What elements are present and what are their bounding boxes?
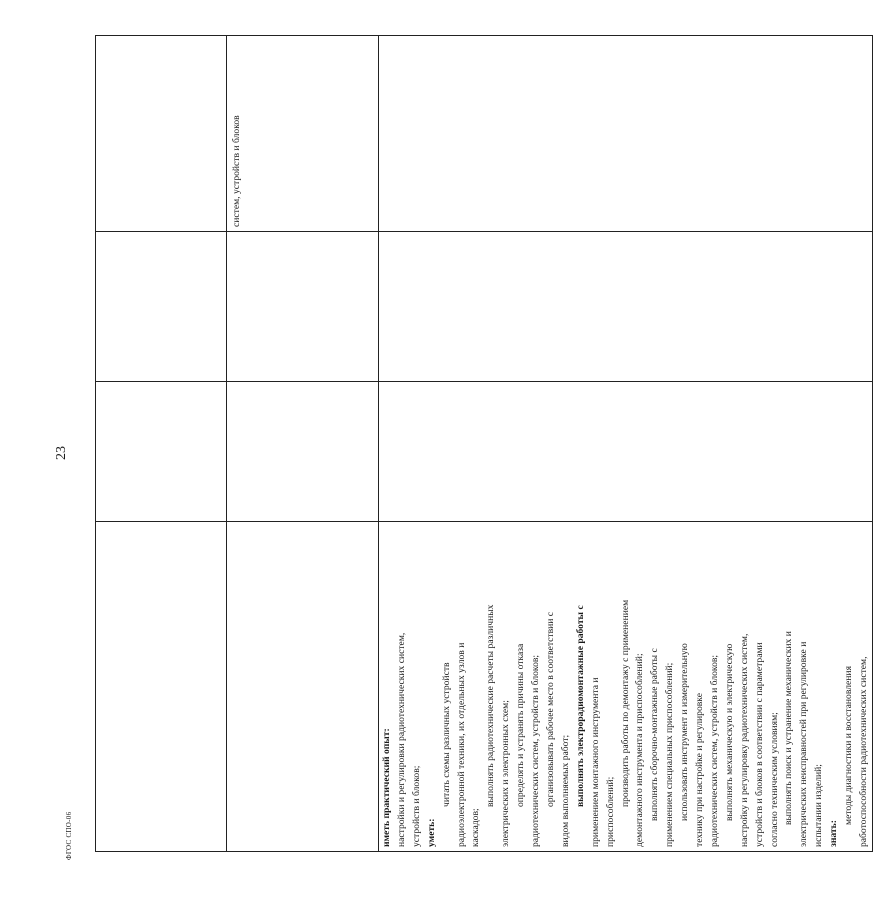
table-cell [379,382,873,522]
skill-line: технику при настройке и регулировке [694,693,706,847]
table-row [379,36,873,852]
footer-code: ФГОС СПО-06 [65,811,73,860]
skill-line: радиотехнических систем, устройств и блоков; [708,654,720,847]
table-cell [227,522,379,852]
skill-line: использовать инструмент и измерительную [679,643,691,821]
table-cell [96,232,227,382]
skill-line: электрических и электронных схем; [500,700,512,847]
competency-text: систем, устройств и блоков [231,115,242,227]
skill-line: настройки и регулировки радиотехнических систем, [395,632,407,847]
skill-line: применением специальных приспособлений; [664,662,676,847]
skills-cell [379,522,873,852]
skill-line: уметь: [425,818,437,847]
table-cell [227,232,379,382]
skill-line: радиоэлектронной техники, их отдельных узлов и [455,642,467,847]
skill-line: выполнять электрорадиомонтажные работы с [574,605,586,807]
skill-line: согласно техническим условиям; [768,712,780,847]
table-cell [379,36,873,232]
skill-line: знать: [828,820,840,847]
skill-line: определять и устранять причины отказа [515,643,527,807]
skill-line: устройств и блоков; [410,765,422,847]
table-cell [227,382,379,522]
skill-line: настройку и регулировку радиотехнических систем, [738,633,750,847]
skill-line: методы диагностики и восстановления [843,666,855,825]
table-cell [379,232,873,382]
table-row [227,36,379,852]
competency-cell [227,36,379,232]
skill-line: производить работы по демонтажу с применением [619,599,631,807]
skill-line: выполнять поиск и устранение механических и [783,631,795,825]
skill-line: выполнять радиотехнические расчеты различных [485,604,497,807]
skill-line: каскадов; [470,808,482,847]
skill-line: демонтажного инструмента и приспособлений; [634,653,646,847]
skill-line: читать схемы различных устройств [440,662,452,807]
standards-table [95,35,873,852]
skill-line: иметь практический опыт: [381,728,392,847]
skill-line: приспособлений; [604,776,616,847]
table-cell [96,36,227,232]
table-cell [96,382,227,522]
skill-line: организовывать рабочее место в соответствии с [544,611,556,807]
table-cell [96,522,227,852]
page-number: 23 [54,446,69,460]
skill-line: работоспособности радиотехнических систем, [858,656,869,847]
skill-line: испытании изделий; [813,764,825,847]
skill-line: выполнять механическую и электрическую [723,643,735,821]
skill-line: применением монтажного инструмента и [589,677,601,847]
table-rotator [95,36,869,852]
skill-line: электрических неисправностей при регулировке и [798,641,810,847]
skill-line: радиотехнических систем, устройств и блоков; [530,654,542,847]
table-row [96,36,227,852]
skill-line: выполнять сборочно-монтажные работы с [649,648,661,821]
skill-line: видом выполняемых работ; [559,734,571,847]
skill-line: устройств и блоков в соответствии с параметрами [753,642,765,847]
skills-list [379,522,872,851]
